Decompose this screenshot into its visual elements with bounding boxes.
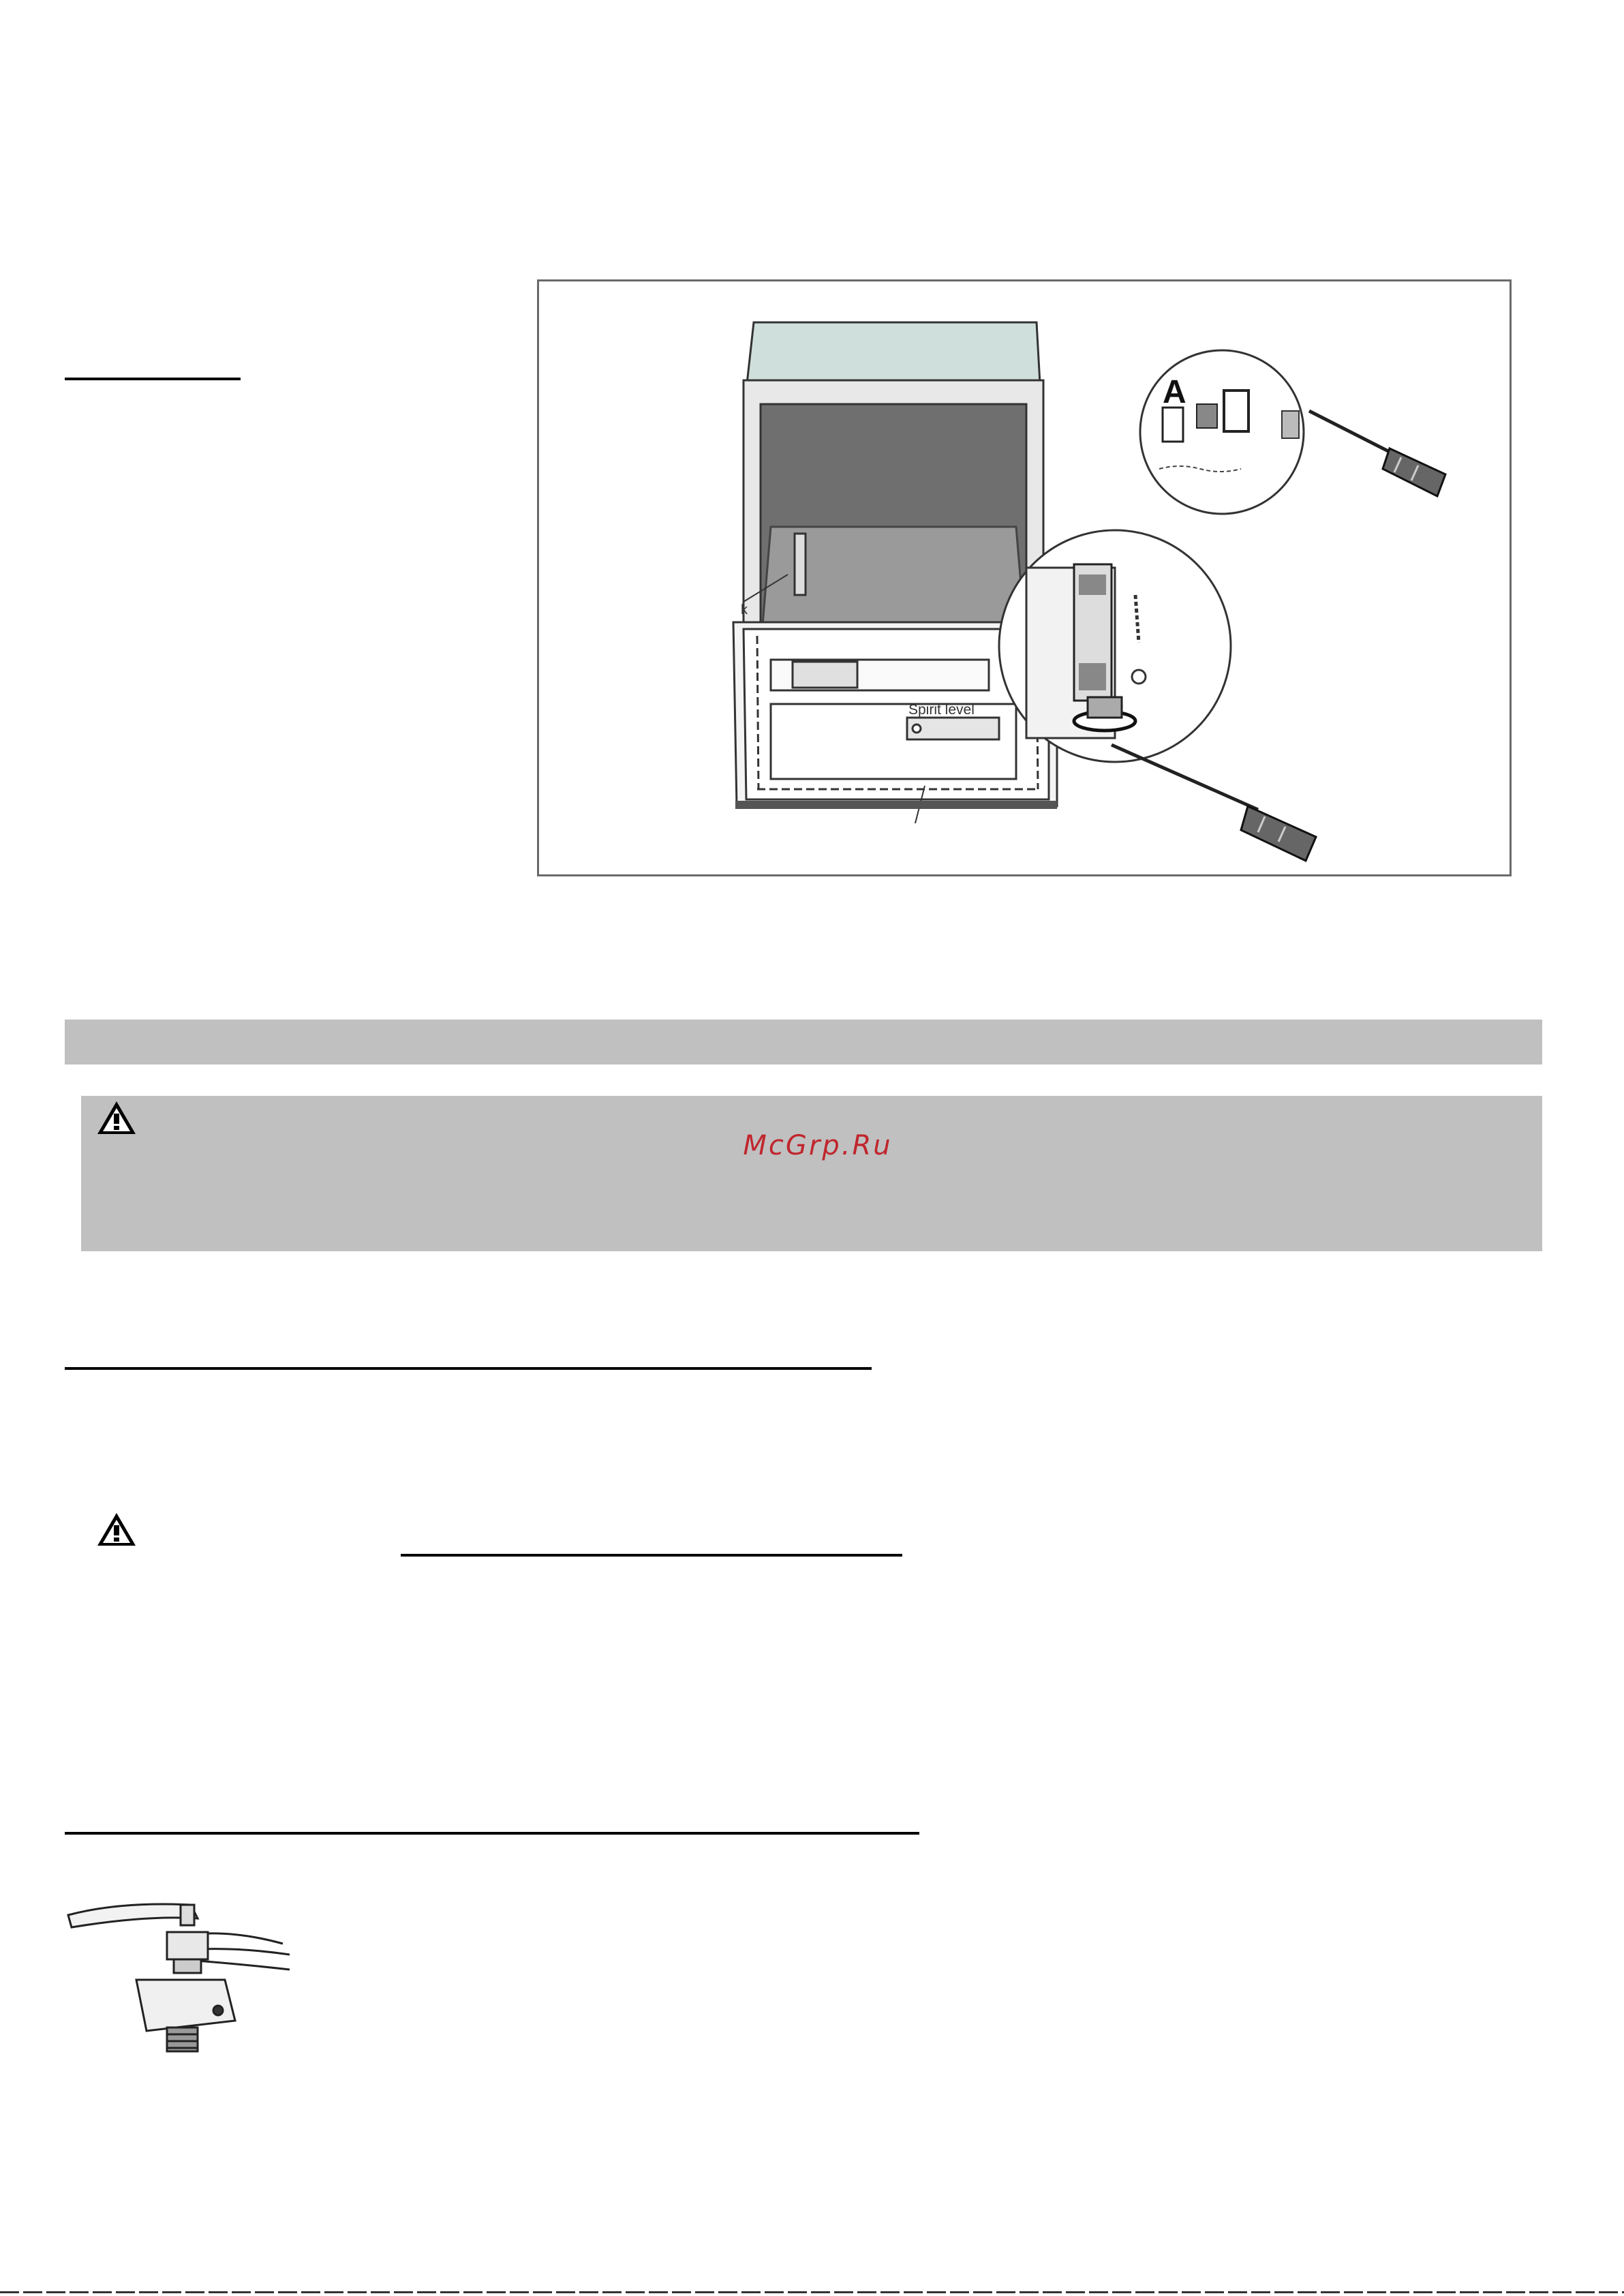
warning-heading-underline bbox=[401, 1554, 902, 1557]
screwdriver-icon bbox=[1112, 745, 1316, 861]
page-footer-line bbox=[0, 2291, 1624, 2293]
detail-foot-circle bbox=[999, 530, 1231, 762]
detail-a-label: A bbox=[1163, 374, 1186, 410]
section-heading-underline-3 bbox=[65, 1832, 919, 1835]
warning-box bbox=[81, 1096, 1542, 1251]
dishwasher-drawing bbox=[733, 322, 1057, 823]
water-tap-illustration bbox=[65, 1895, 296, 2085]
section-heading-underline-1 bbox=[65, 378, 241, 380]
leveling-illustration bbox=[539, 281, 1510, 874]
watermark: McGrp.Ru bbox=[743, 1130, 893, 1161]
section-heading-underline-2 bbox=[65, 1367, 872, 1370]
screwdriver-icon bbox=[1309, 411, 1445, 496]
leveling-figure bbox=[537, 279, 1512, 876]
section-header-bar bbox=[65, 1020, 1542, 1065]
spirit-level-label: Spirit level bbox=[908, 702, 975, 718]
warning-triangle-icon bbox=[96, 1100, 137, 1135]
warning-triangle-icon bbox=[96, 1512, 137, 1547]
partial-label: k bbox=[741, 602, 748, 617]
